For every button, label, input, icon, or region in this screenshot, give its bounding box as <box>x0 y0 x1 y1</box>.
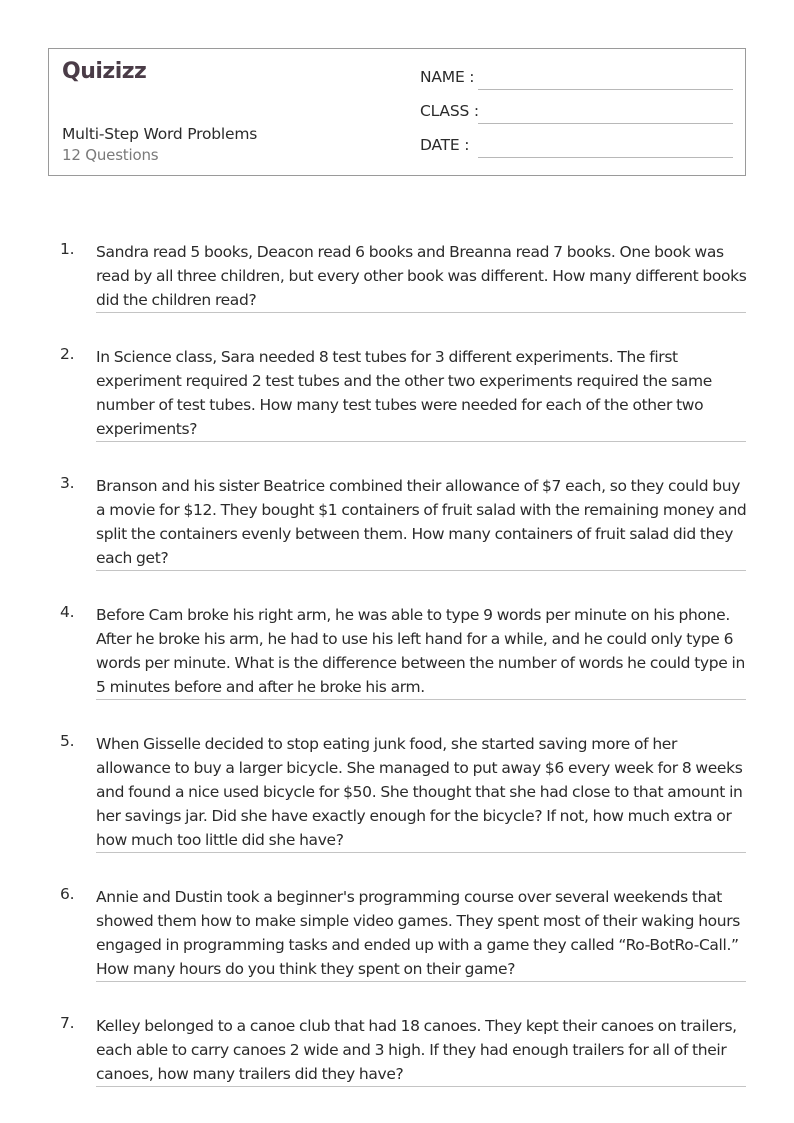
quizizz-logo: Quizizz <box>62 59 147 84</box>
question-number: 7. <box>60 1014 75 1032</box>
worksheet-header <box>48 48 746 176</box>
date-field-line <box>478 157 733 158</box>
question-number: 6. <box>60 885 75 903</box>
answer-line <box>96 981 746 982</box>
question-text: In Science class, Sara needed 8 test tubes for 3 different experiments. The first experiment required 2 test tubes and the other two experiments required the same number of test tubes. How many test tubes were needed for each of the other two experiments? <box>96 348 712 438</box>
question-text: Branson and his sister Beatrice combined their allowance of $7 each, so they could buy a movie for $12. They bought $1 containers of fruit salad with the remaining money and split the containers evenly between them. How many containers of fruit salad did they each get? <box>96 477 747 567</box>
question-number: 3. <box>60 474 75 492</box>
question-text: Before Cam broke his right arm, he was able to type 9 words per minute on his phone. After he broke his arm, he had to use his left hand for a while, and he could only type 6 words per minute. What is the difference between the number of words he could type in 5 minutes before and after he broke his arm. <box>96 606 745 696</box>
question-number: 4. <box>60 603 75 621</box>
question-text: Kelley belonged to a canoe club that had 18 canoes. They kept their canoes on trailers, each able to carry canoes 2 wide and 3 high. If they had enough trailers for all of their canoes, how many trailers did they have? <box>96 1017 737 1083</box>
answer-line <box>96 441 746 442</box>
answer-line <box>96 570 746 571</box>
answer-line <box>96 852 746 853</box>
class-label: CLASS : <box>420 102 479 120</box>
answer-line <box>96 1086 746 1087</box>
question-number: 2. <box>60 345 75 363</box>
answer-line <box>96 312 746 313</box>
answer-line <box>96 699 746 700</box>
question-text: When Gisselle decided to stop eating junk food, she started saving more of her allowance to buy a larger bicycle. She managed to put away $6 every week for 8 weeks and found a nice used bicycle for $50. She thought that she had close to that amount in her savings jar. Did she have exactly enough for the bicycle? If not, how much extra or how much too little did she have? <box>96 735 743 849</box>
question-number: 1. <box>60 240 75 258</box>
question-number: 5. <box>60 732 75 750</box>
question-text: Sandra read 5 books, Deacon read 6 books and Breanna read 7 books. One book was read by all three children, but every other book was different. How many different books did the children read? <box>96 243 747 309</box>
class-field-line <box>478 123 733 124</box>
name-field-line <box>478 89 733 90</box>
date-label: DATE : <box>420 136 470 154</box>
question-count: 12 Questions <box>62 146 159 164</box>
name-label: NAME : <box>420 68 475 86</box>
worksheet-title: Multi-Step Word Problems <box>62 125 258 143</box>
question-text: Annie and Dustin took a beginner's programming course over several weekends that showed them how to make simple video games. They spent most of their waking hours engaged in programming tasks and ended up with a game they called “Ro-BotRo-Call.” How many hours do you think they spent on their game? <box>96 888 741 978</box>
